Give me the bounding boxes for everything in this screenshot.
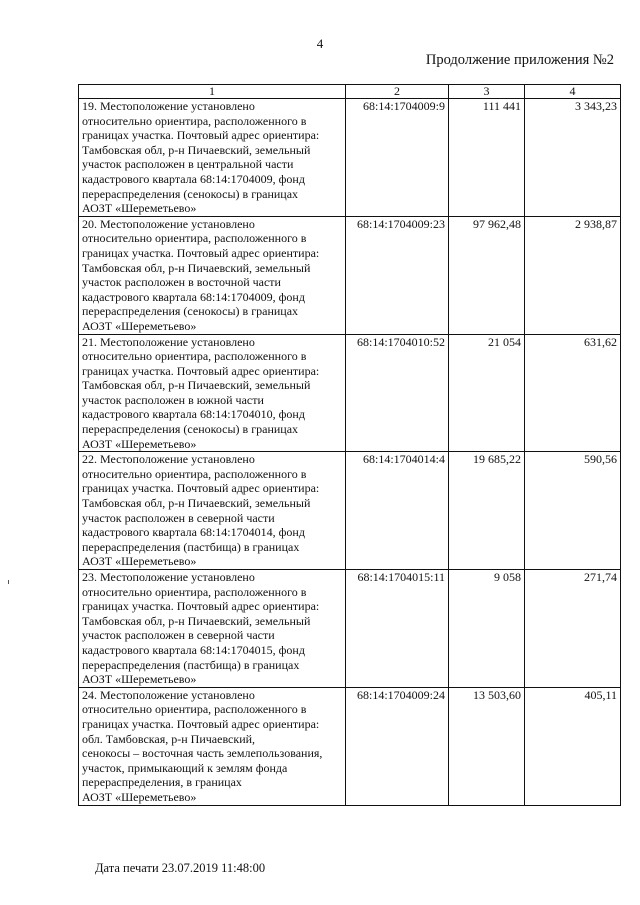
description-line: АОЗТ «Шереметьево» bbox=[82, 318, 197, 333]
description-line: кадастрового квартала 68:14:1704010, фонд bbox=[82, 407, 305, 422]
description-line: обл. Тамбовская, р-н Пичаевский, bbox=[82, 731, 256, 746]
description-line: 19. Местоположение установлено bbox=[82, 99, 255, 113]
description-line: АОЗТ «Шереметьево» bbox=[82, 201, 197, 216]
description-line: участок расположен в северной части bbox=[82, 628, 275, 643]
description-line: относительно ориентира, расположенного в bbox=[82, 466, 307, 481]
description-line: границах участка. Почтовый адрес ориентира: bbox=[82, 245, 320, 260]
description-line: 23. Местоположение установлено bbox=[82, 570, 255, 584]
table-row bbox=[79, 687, 621, 805]
description-line: 24. Местоположение установлено bbox=[82, 687, 255, 702]
description-line: участок расположен в восточной части bbox=[82, 275, 281, 290]
plot-value: 3 343,23 bbox=[525, 99, 621, 217]
plot-description bbox=[79, 452, 346, 570]
column-header-1: 1 bbox=[79, 85, 346, 99]
description-line: участок, примыкающий к землям фонда bbox=[82, 760, 288, 775]
plot-area: 19 685,22 bbox=[449, 452, 525, 570]
description-line: кадастрового квартала 68:14:1704015, фонд bbox=[82, 642, 305, 657]
description-line: относительно ориентира, расположенного в bbox=[82, 349, 307, 364]
cadastral-number: 68:14:1704009:23 bbox=[346, 216, 449, 334]
description-line: АОЗТ «Шереметьево» bbox=[82, 554, 197, 569]
appendix-heading: Продолжение приложения №2 bbox=[425, 52, 614, 68]
description-line: АОЗТ «Шереметьево» bbox=[82, 789, 197, 804]
description-line: границах участка. Почтовый адрес ориентира: bbox=[82, 716, 320, 731]
description-line: АОЗТ «Шереметьево» bbox=[82, 672, 197, 687]
description-line: кадастрового квартала 68:14:1704009, фонд bbox=[82, 171, 305, 186]
description-line: 22. Местоположение установлено bbox=[82, 452, 255, 467]
table-row bbox=[79, 99, 621, 217]
description-line: участок расположен в северной части bbox=[82, 510, 275, 525]
cadastral-number: 68:14:1704010:52 bbox=[346, 334, 449, 452]
table-row bbox=[79, 452, 621, 570]
plot-value: 2 938,87 bbox=[525, 216, 621, 334]
cadastral-number: 68:14:1704015:11 bbox=[346, 570, 449, 688]
description-line: относительно ориентира, расположенного в bbox=[82, 702, 307, 717]
description-line: относительно ориентира, расположенного в bbox=[82, 584, 307, 599]
description-line: относительно ориентира, расположенного в bbox=[82, 113, 307, 128]
description-line: кадастрового квартала 68:14:1704009, фонд bbox=[82, 289, 305, 304]
description-line: 21. Местоположение установлено bbox=[82, 334, 255, 349]
description-line: относительно ориентира, расположенного в bbox=[82, 231, 307, 246]
plot-value: 405,11 bbox=[525, 687, 621, 805]
plot-description bbox=[79, 216, 346, 334]
plot-value: 631,62 bbox=[525, 334, 621, 452]
page-number: 4 bbox=[316, 36, 324, 51]
column-number-row bbox=[79, 85, 621, 99]
description-line: 20. Местоположение установлено bbox=[82, 216, 255, 231]
table-row bbox=[79, 216, 621, 334]
description-line: Тамбовская обл, р-н Пичаевский, земельный bbox=[82, 260, 311, 275]
plot-value: 271,74 bbox=[525, 570, 621, 688]
column-header-2: 2 bbox=[346, 85, 449, 99]
land-plots-table bbox=[78, 84, 621, 806]
description-line: Тамбовская обл, р-н Пичаевский, земельный bbox=[82, 613, 311, 628]
description-line: Тамбовская обл, р-н Пичаевский, земельный bbox=[82, 142, 311, 157]
table-row bbox=[79, 570, 621, 688]
description-line: Тамбовская обл, р-н Пичаевский, земельный bbox=[82, 496, 311, 511]
plot-area: 21 054 bbox=[449, 334, 525, 452]
plot-description bbox=[79, 99, 346, 217]
description-line: перераспределения (сенокосы) в границах bbox=[82, 304, 299, 319]
description-line: перераспределения (сенокосы) в границах bbox=[82, 422, 299, 437]
cadastral-number: 68:14:1704009:9 bbox=[346, 99, 449, 217]
column-header-3: 3 bbox=[449, 85, 525, 99]
description-line: АОЗТ «Шереметьево» bbox=[82, 436, 197, 451]
description-line: перераспределения (пастбища) в границах bbox=[82, 539, 300, 554]
description-line: границах участка. Почтовый адрес ориентира: bbox=[82, 128, 320, 143]
plot-area: 111 441 bbox=[449, 99, 525, 217]
plot-value: 590,56 bbox=[525, 452, 621, 570]
plot-description bbox=[79, 570, 346, 688]
plot-description bbox=[79, 334, 346, 452]
description-line: перераспределения (сенокосы) в границах bbox=[82, 186, 299, 201]
plot-area: 9 058 bbox=[449, 570, 525, 688]
margin-mark bbox=[8, 580, 9, 584]
table-row bbox=[79, 334, 621, 452]
description-line: участок расположен в южной части bbox=[82, 392, 264, 407]
description-line: сенокосы – восточная часть землепользования, bbox=[82, 746, 323, 761]
description-line: границах участка. Почтовый адрес ориентира: bbox=[82, 481, 320, 496]
cadastral-number: 68:14:1704014:4 bbox=[346, 452, 449, 570]
cadastral-number: 68:14:1704009:24 bbox=[346, 687, 449, 805]
description-line: участок расположен в центральной части bbox=[82, 157, 294, 172]
description-line: перераспределения (пастбища) в границах bbox=[82, 657, 300, 672]
plot-area: 97 962,48 bbox=[449, 216, 525, 334]
column-header-4: 4 bbox=[525, 85, 621, 99]
plot-description bbox=[79, 687, 346, 805]
print-date-footer: Дата печати 23.07.2019 11:48:00 bbox=[95, 861, 266, 875]
description-line: перераспределения, в границах bbox=[82, 775, 242, 790]
description-line: кадастрового квартала 68:14:1704014, фонд bbox=[82, 525, 305, 540]
plot-area: 13 503,60 bbox=[449, 687, 525, 805]
description-line: Тамбовская обл, р-н Пичаевский, земельный bbox=[82, 378, 311, 393]
description-line: границах участка. Почтовый адрес ориентира: bbox=[82, 363, 320, 378]
description-line: границах участка. Почтовый адрес ориентира: bbox=[82, 599, 320, 614]
